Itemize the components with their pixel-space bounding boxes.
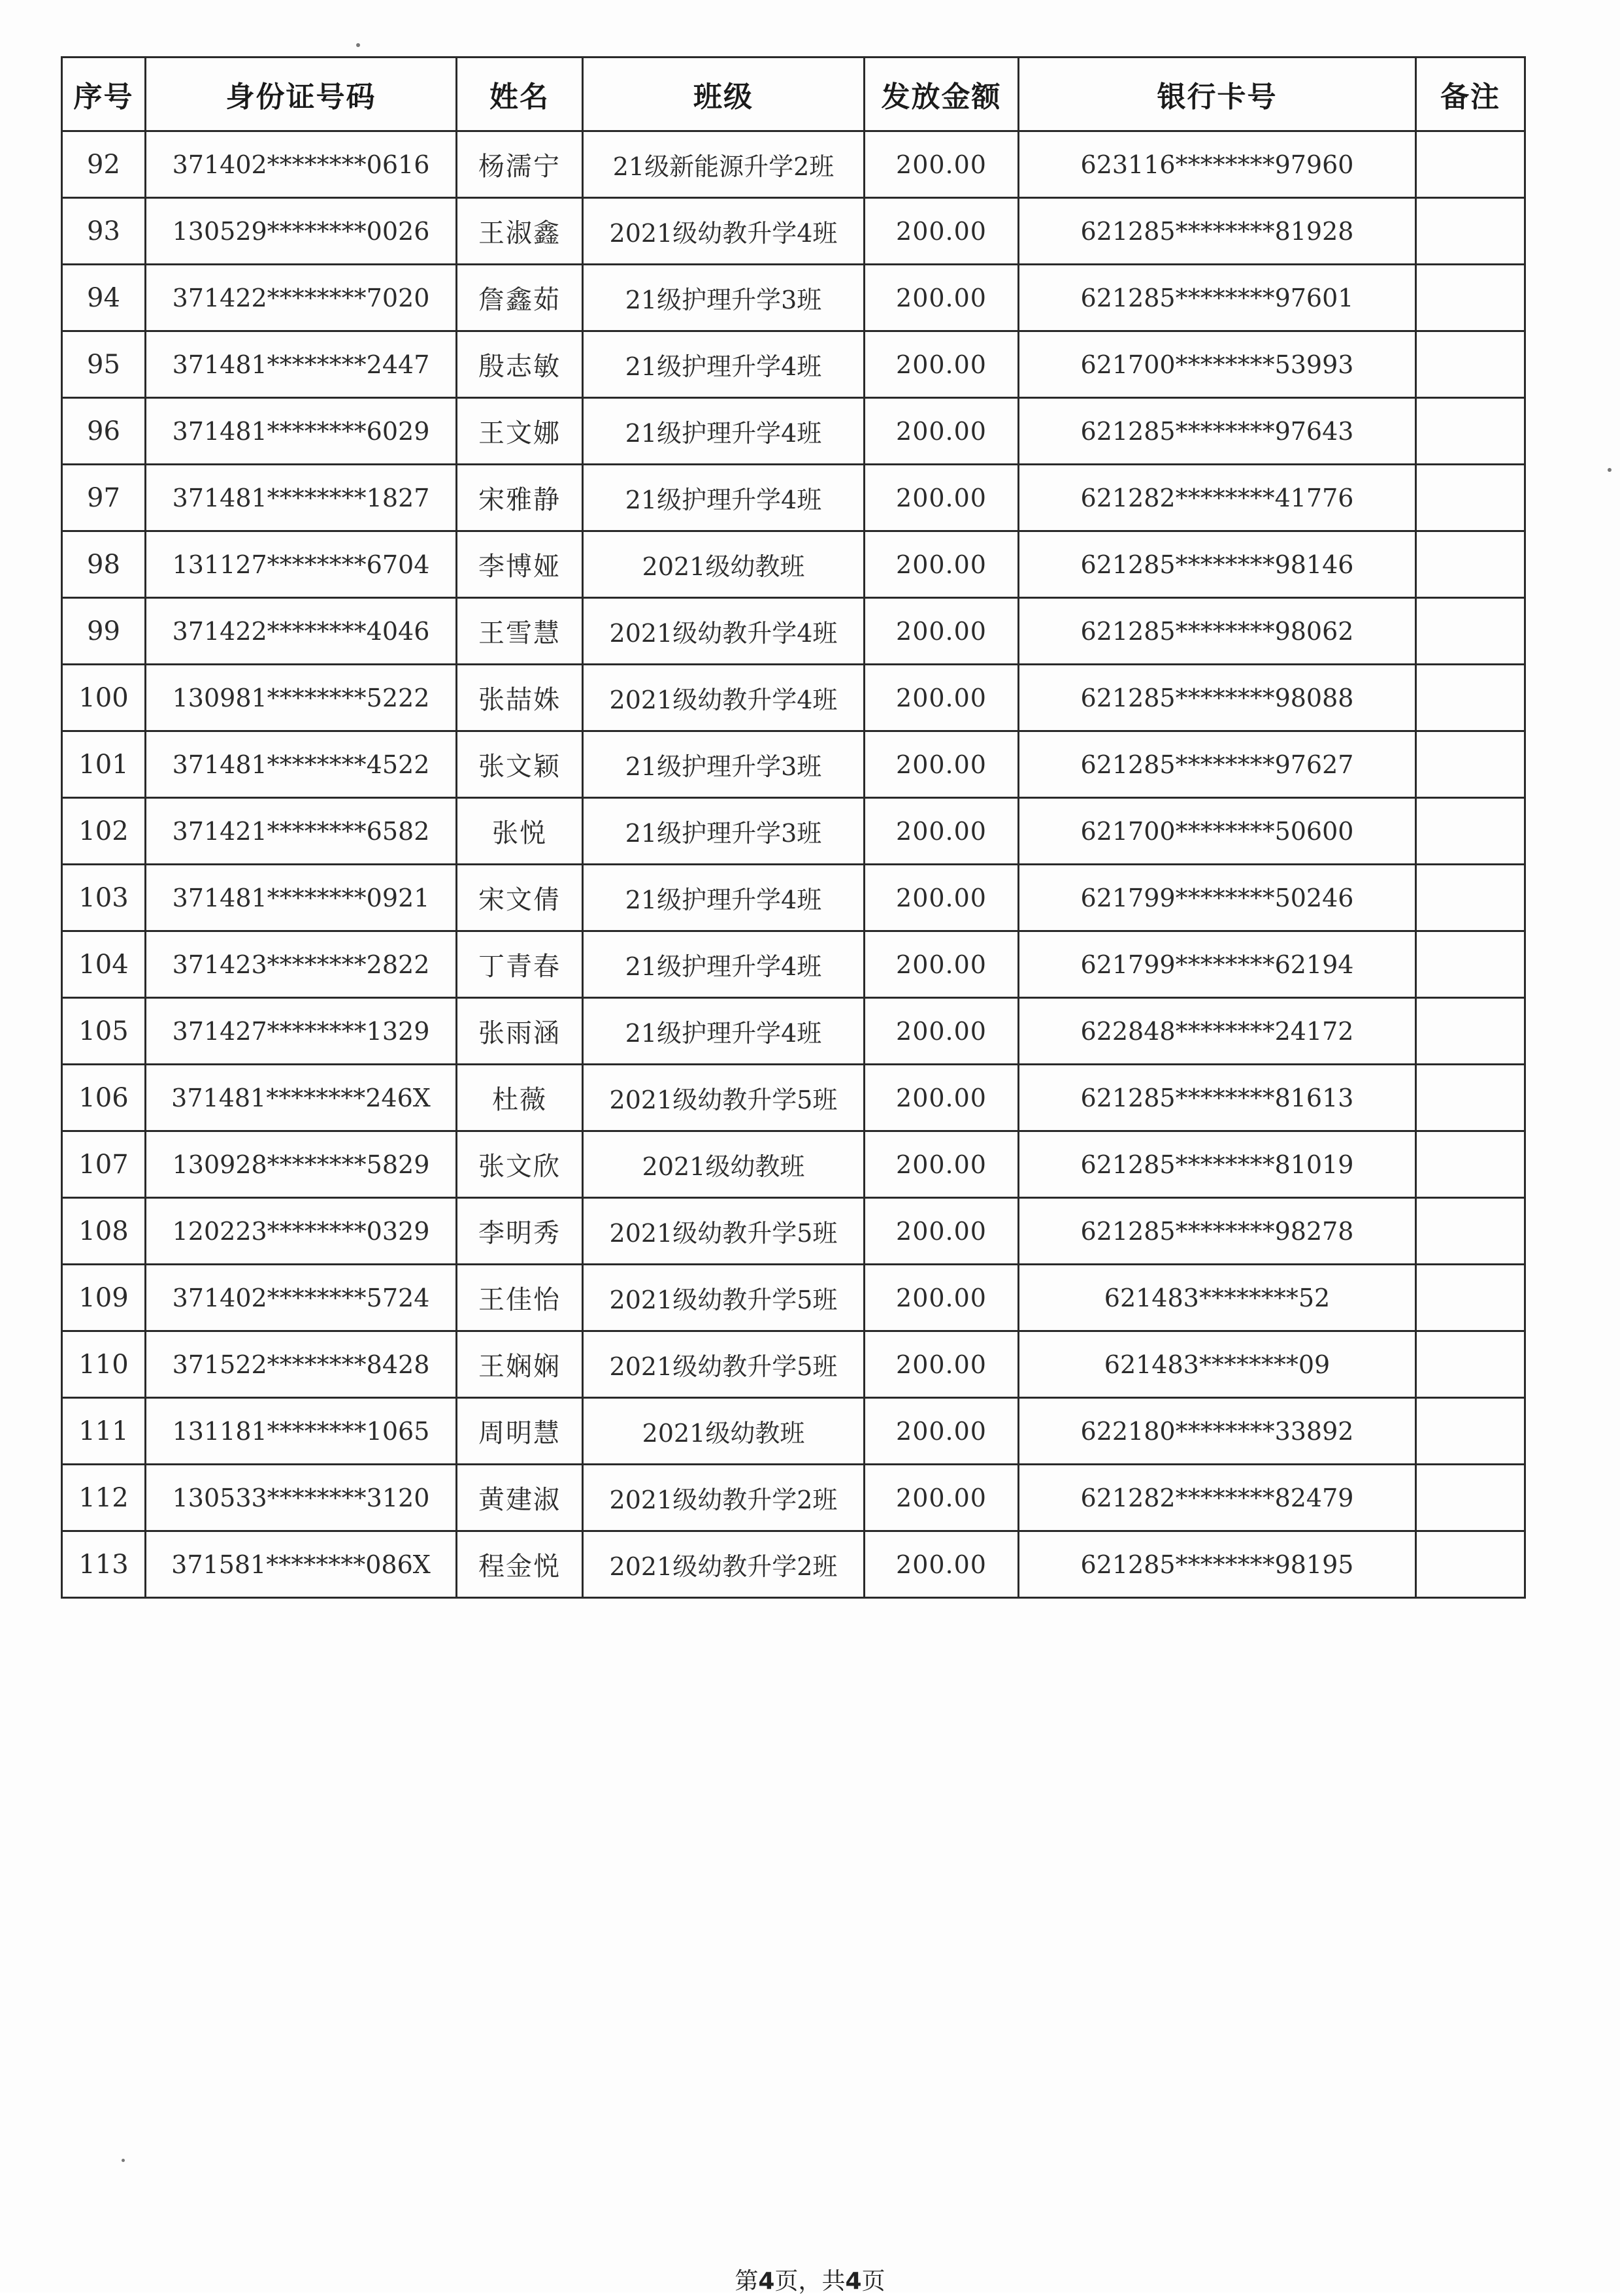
cell-id-number: 371422********4046 [146, 598, 457, 665]
cell-remarks [1416, 1398, 1525, 1465]
cell-id-number: 130981********5222 [146, 665, 457, 731]
cell-name: 王佳怡 [457, 1265, 583, 1331]
cell-id-number: 130928********5829 [146, 1131, 457, 1198]
cell-bank-card: 621285********98062 [1019, 598, 1416, 665]
cell-remarks [1416, 865, 1525, 931]
table-row [62, 665, 1525, 731]
cell-amount: 200.00 [865, 1065, 1019, 1131]
table-row [62, 931, 1525, 998]
payment-table [61, 56, 1526, 1599]
cell-remarks [1416, 665, 1525, 731]
cell-bank-card: 621285********97643 [1019, 398, 1416, 465]
cell-seq: 102 [62, 798, 146, 865]
cell-remarks [1416, 265, 1525, 331]
header-seq: 序号 [62, 58, 146, 131]
table-body [62, 131, 1525, 1598]
cell-seq: 93 [62, 198, 146, 265]
cell-name: 李博娅 [457, 531, 583, 598]
header-remarks: 备注 [1416, 58, 1525, 131]
cell-amount: 200.00 [865, 865, 1019, 931]
table-row [62, 465, 1525, 531]
cell-class: 2021级幼教升学5班 [583, 1265, 865, 1331]
cell-amount: 200.00 [865, 265, 1019, 331]
cell-bank-card: 621799********62194 [1019, 931, 1416, 998]
cell-remarks [1416, 1331, 1525, 1398]
cell-amount: 200.00 [865, 398, 1019, 465]
cell-bank-card: 622180********33892 [1019, 1398, 1416, 1465]
cell-name: 张文颖 [457, 731, 583, 798]
cell-amount: 200.00 [865, 1198, 1019, 1265]
table-header-row [62, 58, 1525, 131]
cell-amount: 200.00 [865, 331, 1019, 398]
cell-class: 21级护理升学3班 [583, 798, 865, 865]
table-row [62, 998, 1525, 1065]
cell-seq: 108 [62, 1198, 146, 1265]
header-name: 姓名 [457, 58, 583, 131]
cell-name: 宋文倩 [457, 865, 583, 931]
cell-amount: 200.00 [865, 1531, 1019, 1598]
cell-id-number: 130533********3120 [146, 1465, 457, 1531]
cell-amount: 200.00 [865, 1265, 1019, 1331]
header-bank-card: 银行卡号 [1019, 58, 1416, 131]
cell-class: 2021级幼教升学4班 [583, 598, 865, 665]
cell-amount: 200.00 [865, 131, 1019, 198]
table-row [62, 331, 1525, 398]
cell-id-number: 371481********6029 [146, 398, 457, 465]
cell-id-number: 371402********5724 [146, 1265, 457, 1331]
payment-table-container [61, 56, 1524, 1599]
cell-seq: 104 [62, 931, 146, 998]
cell-amount: 200.00 [865, 598, 1019, 665]
table-row [62, 1065, 1525, 1131]
cell-bank-card: 621483********52 [1019, 1265, 1416, 1331]
cell-amount: 200.00 [865, 931, 1019, 998]
cell-class: 21级护理升学3班 [583, 265, 865, 331]
cell-remarks [1416, 465, 1525, 531]
cell-id-number: 131127********6704 [146, 531, 457, 598]
cell-remarks [1416, 1531, 1525, 1598]
cell-seq: 106 [62, 1065, 146, 1131]
table-row [62, 1198, 1525, 1265]
cell-name: 宋雅静 [457, 465, 583, 531]
cell-bank-card: 622848********24172 [1019, 998, 1416, 1065]
cell-remarks [1416, 1198, 1525, 1265]
cell-seq: 109 [62, 1265, 146, 1331]
cell-bank-card: 621483********09 [1019, 1331, 1416, 1398]
page-footer [0, 2263, 1620, 2296]
cell-seq: 105 [62, 998, 146, 1065]
cell-name: 杜薇 [457, 1065, 583, 1131]
footer-total-pages: 4 [845, 2268, 862, 2295]
cell-id-number: 371481********4522 [146, 731, 457, 798]
table-row [62, 1265, 1525, 1331]
cell-bank-card: 621799********50246 [1019, 865, 1416, 931]
cell-name: 李明秀 [457, 1198, 583, 1265]
cell-class: 2021级幼教班 [583, 1131, 865, 1198]
cell-seq: 98 [62, 531, 146, 598]
cell-name: 王娴娴 [457, 1331, 583, 1398]
cell-remarks [1416, 531, 1525, 598]
cell-name: 张喆姝 [457, 665, 583, 731]
cell-seq: 96 [62, 398, 146, 465]
cell-seq: 100 [62, 665, 146, 731]
footer-middle: 页，共 [774, 2268, 846, 2295]
header-id-number: 身份证号码 [146, 58, 457, 131]
cell-class: 21级护理升学3班 [583, 731, 865, 798]
table-row [62, 865, 1525, 931]
table-row [62, 598, 1525, 665]
cell-class: 2021级幼教班 [583, 1398, 865, 1465]
cell-name: 黄建淑 [457, 1465, 583, 1531]
cell-id-number: 371423********2822 [146, 931, 457, 998]
table-row [62, 131, 1525, 198]
cell-class: 21级护理升学4班 [583, 931, 865, 998]
cell-bank-card: 621285********98278 [1019, 1198, 1416, 1265]
cell-class: 2021级幼教班 [583, 531, 865, 598]
cell-seq: 94 [62, 265, 146, 331]
cell-bank-card: 621285********97627 [1019, 731, 1416, 798]
cell-amount: 200.00 [865, 465, 1019, 531]
cell-name: 周明慧 [457, 1398, 583, 1465]
cell-seq: 111 [62, 1398, 146, 1465]
header-amount: 发放金额 [865, 58, 1019, 131]
cell-id-number: 371481********2447 [146, 331, 457, 398]
cell-bank-card: 621285********98195 [1019, 1531, 1416, 1598]
cell-bank-card: 621285********97601 [1019, 265, 1416, 331]
cell-id-number: 120223********0329 [146, 1198, 457, 1265]
footer-suffix: 页 [861, 2268, 885, 2295]
cell-name: 殷志敏 [457, 331, 583, 398]
cell-id-number: 371481********0921 [146, 865, 457, 931]
cell-amount: 200.00 [865, 1465, 1019, 1531]
cell-id-number: 371481********246X [146, 1065, 457, 1131]
cell-remarks [1416, 731, 1525, 798]
cell-remarks [1416, 1265, 1525, 1331]
cell-seq: 99 [62, 598, 146, 665]
cell-bank-card: 621285********98146 [1019, 531, 1416, 598]
cell-bank-card: 621700********53993 [1019, 331, 1416, 398]
cell-remarks [1416, 131, 1525, 198]
cell-seq: 103 [62, 865, 146, 931]
cell-id-number: 131181********1065 [146, 1398, 457, 1465]
scan-speck [122, 2159, 125, 2162]
cell-id-number: 371402********0616 [146, 131, 457, 198]
cell-amount: 200.00 [865, 1331, 1019, 1398]
cell-class: 21级护理升学4班 [583, 865, 865, 931]
cell-id-number: 371581********086X [146, 1531, 457, 1598]
cell-id-number: 371422********7020 [146, 265, 457, 331]
cell-bank-card: 621285********81019 [1019, 1131, 1416, 1198]
cell-class: 21级新能源升学2班 [583, 131, 865, 198]
cell-class: 2021级幼教升学5班 [583, 1331, 865, 1398]
cell-bank-card: 621285********81613 [1019, 1065, 1416, 1131]
cell-name: 丁青春 [457, 931, 583, 998]
cell-remarks [1416, 931, 1525, 998]
cell-seq: 107 [62, 1131, 146, 1198]
cell-name: 王雪慧 [457, 598, 583, 665]
cell-class: 21级护理升学4班 [583, 398, 865, 465]
cell-name: 王淑鑫 [457, 198, 583, 265]
cell-name: 张文欣 [457, 1131, 583, 1198]
header-class: 班级 [583, 58, 865, 131]
cell-name: 张雨涵 [457, 998, 583, 1065]
cell-id-number: 371427********1329 [146, 998, 457, 1065]
cell-name: 张悦 [457, 798, 583, 865]
footer-prefix: 第 [735, 2268, 759, 2295]
cell-bank-card: 621700********50600 [1019, 798, 1416, 865]
table-row [62, 398, 1525, 465]
table-row [62, 531, 1525, 598]
cell-seq: 92 [62, 131, 146, 198]
cell-remarks [1416, 998, 1525, 1065]
table-row [62, 198, 1525, 265]
table-row [62, 798, 1525, 865]
cell-amount: 200.00 [865, 731, 1019, 798]
cell-name: 王文娜 [457, 398, 583, 465]
table-row [62, 265, 1525, 331]
cell-seq: 110 [62, 1331, 146, 1398]
cell-amount: 200.00 [865, 1131, 1019, 1198]
cell-amount: 200.00 [865, 198, 1019, 265]
cell-class: 2021级幼教升学5班 [583, 1065, 865, 1131]
cell-amount: 200.00 [865, 1398, 1019, 1465]
table-row [62, 1531, 1525, 1598]
cell-bank-card: 621285********98088 [1019, 665, 1416, 731]
cell-class: 2021级幼教升学4班 [583, 665, 865, 731]
cell-seq: 95 [62, 331, 146, 398]
cell-id-number: 371481********1827 [146, 465, 457, 531]
cell-class: 2021级幼教升学2班 [583, 1531, 865, 1598]
cell-amount: 200.00 [865, 798, 1019, 865]
table-row [62, 731, 1525, 798]
table-row [62, 1331, 1525, 1398]
cell-class: 2021级幼教升学5班 [583, 1198, 865, 1265]
cell-seq: 97 [62, 465, 146, 531]
cell-bank-card: 623116********97960 [1019, 131, 1416, 198]
cell-id-number: 371522********8428 [146, 1331, 457, 1398]
cell-class: 21级护理升学4班 [583, 465, 865, 531]
cell-bank-card: 621285********81928 [1019, 198, 1416, 265]
cell-remarks [1416, 398, 1525, 465]
cell-name: 杨濡宁 [457, 131, 583, 198]
cell-id-number: 130529********0026 [146, 198, 457, 265]
cell-amount: 200.00 [865, 665, 1019, 731]
scan-speck [1608, 468, 1612, 472]
cell-name: 詹鑫茹 [457, 265, 583, 331]
cell-remarks [1416, 1465, 1525, 1531]
cell-class: 2021级幼教升学2班 [583, 1465, 865, 1531]
table-row [62, 1398, 1525, 1465]
table-row [62, 1465, 1525, 1531]
cell-amount: 200.00 [865, 998, 1019, 1065]
cell-bank-card: 621282********41776 [1019, 465, 1416, 531]
scan-speck [356, 43, 360, 47]
table-row [62, 1131, 1525, 1198]
cell-class: 2021级幼教升学4班 [583, 198, 865, 265]
cell-seq: 101 [62, 731, 146, 798]
cell-remarks [1416, 1131, 1525, 1198]
cell-class: 21级护理升学4班 [583, 998, 865, 1065]
cell-name: 程金悦 [457, 1531, 583, 1598]
cell-class: 21级护理升学4班 [583, 331, 865, 398]
cell-seq: 113 [62, 1531, 146, 1598]
cell-remarks [1416, 598, 1525, 665]
footer-page-number: 4 [758, 2268, 775, 2295]
cell-bank-card: 621282********82479 [1019, 1465, 1416, 1531]
cell-amount: 200.00 [865, 531, 1019, 598]
cell-remarks [1416, 331, 1525, 398]
cell-id-number: 371421********6582 [146, 798, 457, 865]
cell-remarks [1416, 1065, 1525, 1131]
cell-seq: 112 [62, 1465, 146, 1531]
cell-remarks [1416, 798, 1525, 865]
cell-remarks [1416, 198, 1525, 265]
